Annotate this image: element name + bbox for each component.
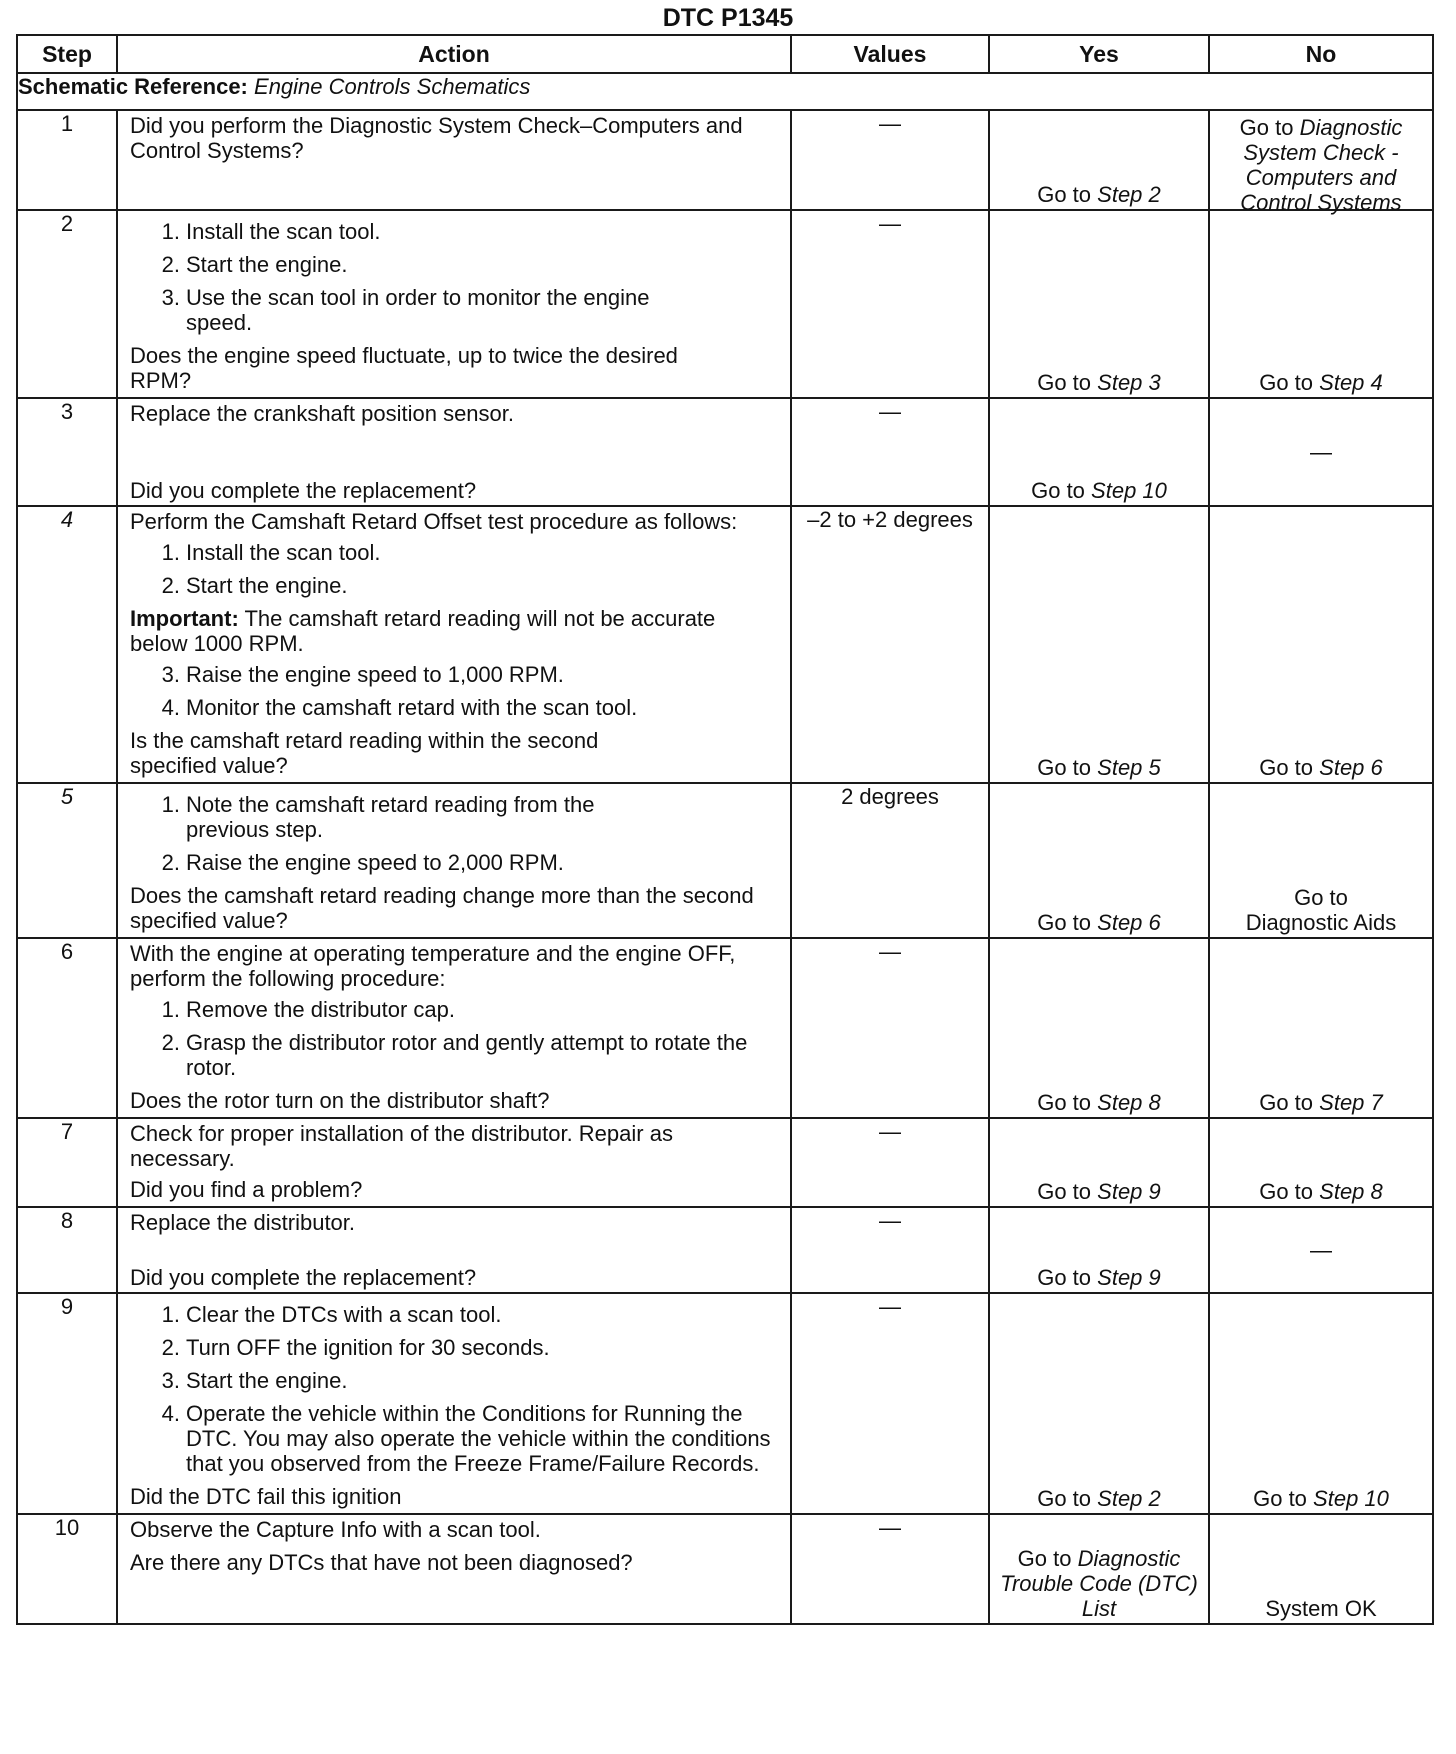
action-question: Did you find a problem? xyxy=(130,1177,363,1202)
no-cell xyxy=(1209,506,1433,783)
action-text: Observe the Capture Info with a scan tool. xyxy=(130,1517,541,1542)
action-cell xyxy=(117,1207,791,1293)
action-intro: Perform the Camshaft Retard Offset test procedure as follows: xyxy=(130,509,738,534)
header-yes: Yes xyxy=(989,35,1209,73)
action-step: 2. Start the engine. xyxy=(161,573,348,598)
action-question: Are there any DTCs that have not been diagnosed? xyxy=(130,1550,633,1575)
no-value: — xyxy=(1310,439,1332,465)
table-row xyxy=(17,1118,1433,1207)
no-cell xyxy=(1209,938,1433,1118)
header-no: No xyxy=(1209,35,1433,73)
schematic-reference-row xyxy=(17,73,1433,110)
yes-cell xyxy=(989,783,1209,938)
action-question: Does the camshaft retard reading change more than the second specified value? xyxy=(130,883,754,933)
yes-step-link[interactable]: Step 5 xyxy=(1097,755,1161,780)
values-cell: — xyxy=(791,398,989,506)
step-number: 7 xyxy=(17,1118,117,1207)
values-cell: — xyxy=(791,110,989,210)
no-step-link[interactable]: Step 10 xyxy=(1313,1486,1389,1511)
go-to-label: Go to xyxy=(1037,1486,1092,1511)
yes-cell xyxy=(989,938,1209,1118)
action-step: 1. Remove the distributor cap. xyxy=(161,997,456,1022)
go-to-label: Go to xyxy=(1253,1486,1307,1511)
action-step: 1. Note the camshaft retard reading from the previous step. xyxy=(161,792,595,842)
yes-cell xyxy=(989,110,1209,210)
action-question: Is the camshaft retard reading within the second specified value? xyxy=(130,728,599,778)
table-row xyxy=(17,1514,1433,1624)
go-to-label: Go to xyxy=(1037,1179,1092,1204)
header-action: Action xyxy=(117,35,791,73)
action-cell xyxy=(117,1514,791,1624)
action-question: Did the DTC fail this ignition xyxy=(130,1484,402,1509)
page-title: DTC P1345 xyxy=(662,4,794,32)
no-step-link[interactable]: Step 8 xyxy=(1319,1179,1383,1204)
yes-step-link[interactable]: Step 2 xyxy=(1097,182,1161,207)
yes-cell xyxy=(989,1207,1209,1293)
step-number: 2 xyxy=(17,210,117,398)
step-number: 5 xyxy=(17,783,117,938)
go-to-label: Go to xyxy=(1037,910,1092,935)
go-to-label: Go to xyxy=(1031,478,1085,503)
yes-step-link[interactable]: Step 9 xyxy=(1097,1179,1161,1204)
no-cell xyxy=(1209,210,1433,398)
yes-cell xyxy=(989,210,1209,398)
action-step: 2. Grasp the distributor rotor and gently attempt to rotate the rotor. xyxy=(161,1030,748,1080)
schematic-reference xyxy=(17,73,1433,110)
action-question: Does the rotor turn on the distributor shaft? xyxy=(130,1088,550,1113)
no-cell xyxy=(1209,1514,1433,1624)
important-note: Important: The camshaft retard reading will not be accurate below 1000 RPM. xyxy=(130,606,716,656)
action-step: 4. Monitor the camshaft retard with the scan tool. xyxy=(161,695,638,720)
go-to-label: Go to xyxy=(1259,755,1314,780)
action-cell xyxy=(117,210,791,398)
no-cell xyxy=(1209,783,1433,938)
table-row xyxy=(17,110,1433,210)
action-text: Replace the distributor. xyxy=(130,1210,356,1235)
step-number: 1 xyxy=(17,110,117,210)
yes-cell xyxy=(989,506,1209,783)
values-cell: — xyxy=(791,938,989,1118)
yes-cell xyxy=(989,1293,1209,1514)
table-row xyxy=(17,1207,1433,1293)
action-cell xyxy=(117,506,791,783)
diagnostic-table xyxy=(16,34,1434,1625)
no-step-link[interactable]: Step 6 xyxy=(1319,755,1383,780)
action-question: Did you complete the replacement? xyxy=(130,1265,477,1290)
yes-target-link[interactable]: Diagnostic Trouble Code (DTC) List xyxy=(1000,1546,1198,1621)
values-cell: — xyxy=(791,1293,989,1514)
step-number: 3 xyxy=(17,398,117,506)
table-row xyxy=(17,506,1433,783)
values-cell: — xyxy=(791,210,989,398)
action-step: 1. Install the scan tool. xyxy=(161,219,381,244)
yes-step-link[interactable]: Step 8 xyxy=(1097,1090,1161,1115)
action-step: 3. Use the scan tool in order to monitor the engine speed. xyxy=(161,285,650,335)
action-step: 2. Raise the engine speed to 2,000 RPM. xyxy=(161,850,564,875)
go-to-label: Go to xyxy=(1037,1265,1092,1290)
no-cell xyxy=(1209,398,1433,506)
go-to-label: Go to xyxy=(1037,370,1092,395)
action-question: Did you complete the replacement? xyxy=(130,478,477,503)
action-text: Replace the crankshaft position sensor. xyxy=(130,401,515,426)
values-cell: — xyxy=(791,1514,989,1624)
values-cell: — xyxy=(791,1118,989,1207)
values-cell: –2 to +2 degrees xyxy=(791,506,989,783)
action-question: Does the engine speed fluctuate, up to twice the desired RPM? xyxy=(130,343,678,393)
no-cell xyxy=(1209,110,1433,215)
no-step-link[interactable]: Step 4 xyxy=(1319,370,1383,395)
go-to-label: Go to xyxy=(1259,1179,1314,1204)
no-cell xyxy=(1209,1118,1433,1207)
step-number: 9 xyxy=(17,1293,117,1514)
action-cell xyxy=(117,1118,791,1207)
action-cell xyxy=(117,398,791,506)
go-to-label: Go to xyxy=(1259,370,1314,395)
step-number: 6 xyxy=(17,938,117,1118)
schematic-reference-link[interactable]: Engine Controls Schematics xyxy=(254,74,531,99)
go-to-label: Go to xyxy=(1017,1546,1072,1571)
go-to-label: Go to xyxy=(1037,755,1092,780)
action-step: 3. Raise the engine speed to 1,000 RPM. xyxy=(161,662,564,687)
action-question: Did you perform the Diagnostic System Check–Computers and Control Systems? xyxy=(130,113,743,163)
yes-step-link[interactable]: Step 10 xyxy=(1091,478,1167,503)
yes-cell xyxy=(989,1118,1209,1207)
action-cell xyxy=(117,1293,791,1514)
action-cell xyxy=(117,110,791,210)
action-step: 2. Turn OFF the ignition for 30 seconds. xyxy=(161,1335,550,1360)
go-to-label: Go to xyxy=(1037,182,1092,207)
yes-step-link[interactable]: Step 9 xyxy=(1097,1265,1161,1290)
action-step: 3. Start the engine. xyxy=(161,1368,348,1393)
no-step-link[interactable]: Step 7 xyxy=(1319,1090,1383,1115)
yes-cell xyxy=(989,398,1209,506)
table-row xyxy=(17,938,1433,1118)
no-cell xyxy=(1209,1207,1433,1293)
go-to-label: Go to xyxy=(1037,1090,1092,1115)
go-to-label: Go to xyxy=(1239,115,1294,140)
no-cell xyxy=(1209,1293,1433,1514)
values-cell: 2 degrees xyxy=(791,783,989,938)
table-row xyxy=(17,783,1433,938)
values-cell: — xyxy=(791,1207,989,1293)
go-to-label: Go to xyxy=(1259,1090,1314,1115)
header-step: Step xyxy=(17,35,117,73)
go-to-label: Go to xyxy=(1294,885,1348,910)
header-row xyxy=(17,35,1433,73)
no-target-link[interactable]: Diagnostic Aids xyxy=(1245,910,1397,935)
step-number: 10 xyxy=(17,1514,117,1624)
yes-step-link[interactable]: Step 2 xyxy=(1097,1486,1161,1511)
yes-step-link[interactable]: Step 6 xyxy=(1097,910,1161,935)
action-text: Check for proper installation of the distributor. Repair as necessary. xyxy=(130,1121,673,1171)
header-values: Values xyxy=(791,35,989,73)
schematic-reference-label: Schematic Reference: xyxy=(18,74,248,99)
action-cell xyxy=(117,938,791,1118)
step-number: 4 xyxy=(17,506,117,783)
action-intro: With the engine at operating temperature and the engine OFF, perform the following procedure: xyxy=(130,941,736,991)
table-row xyxy=(17,398,1433,506)
action-step: 4. Operate the vehicle within the Conditions for Running the DTC. You may also operate the vehicle within the conditions that you observed from the Freeze Frame/Failure Records. xyxy=(161,1401,771,1476)
action-step: 1. Clear the DTCs with a scan tool. xyxy=(161,1302,502,1327)
yes-step-link[interactable]: Step 3 xyxy=(1097,370,1161,395)
table-row xyxy=(17,210,1433,398)
action-step: 2. Start the engine. xyxy=(161,252,348,277)
no-value: System OK xyxy=(1265,1596,1377,1621)
step-number: 8 xyxy=(17,1207,117,1293)
table-row xyxy=(17,1293,1433,1514)
action-step: 1. Install the scan tool. xyxy=(161,540,381,565)
action-cell xyxy=(117,783,791,938)
no-value: — xyxy=(1310,1237,1332,1263)
no-target-link[interactable]: Diagnostic System Check - Computers and Control Systems xyxy=(1240,115,1403,215)
yes-cell xyxy=(989,1514,1209,1624)
